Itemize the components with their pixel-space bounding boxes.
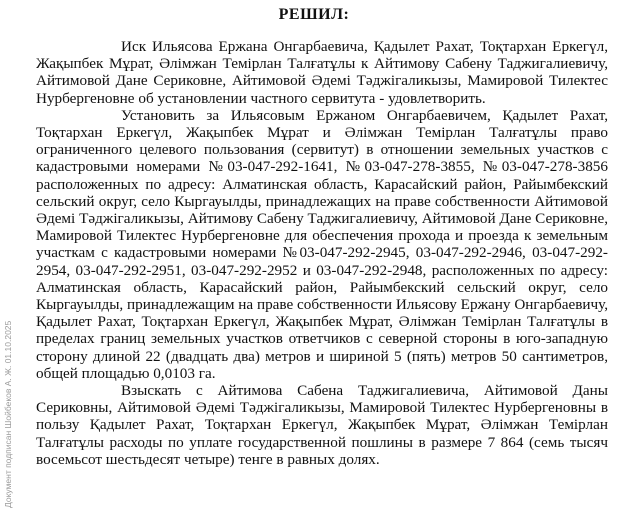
decision-heading: РЕШИЛ: — [278, 6, 350, 23]
paragraph-claim-granted: Иск Ильясова Ержана Онгарбаевича, Қадылет Рахат, Тоқтархан Еркегүл, Жақыпбек Мұрат, Әлімжан Темірлан Талғатұлы к Айтимову Сабену Таджигалиевичу, Айтимовой Дане Сериковне, Айтимовой Әдемі Тәджігаликызы, Мамировой Тилектес Нурбергеновне об установлении частного сервитута - удовлетворить. — [36, 38, 608, 107]
document-body — [36, 38, 608, 468]
paragraph-costs-recovery: Взыскать с Айтимова Сабена Таджигалиевича, Айтимовой Даны Сериковны, Айтимовой Әдемі Тәджігаликызы, Мамировой Тилектес Нурбергеновны в пользу Қадылет Рахат, Тоқтархан Еркегүл, Жақыпбек Мұрат, Әлімжан Темірлан Талғатұлы расходы по уплате государственной пошлины в размере 7 864 (семь тысяч восемьсот шестьдесят четыре) тенге в равных долях. — [36, 382, 608, 468]
signature-stamp: Документ подписан Шойбеков А. Ж. 01.10.2025 — [3, 320, 13, 508]
paragraph-servitude-established: Установить за Ильясовым Ержаном Онгарбаевичем, Қадылет Рахат, Тоқтархан Еркегүл, Жақыпбек Мұрат и Әлімжан Темірлан Талғатұлы право ограниченного целевого пользования (сервитут) в отношении земельных участков с кадастровыми номерами №03-047-292-1641, №03-047-278-3855, №03-047-278-3856 расположенных по адресу: Алматинская область, Карасайский район, Райымбекский сельский округ, село Кыргауылды, принадлежащих на праве собственности Айтимовой Әдемі Тәджігаликызы, Айтимову Сабену Таджигалиевичу, Айтимовой Дане Сериковне, Мамировой Тилектес Нурбергеновне для обеспечения прохода и проезда к земельным участкам с кадастровыми номерами №03-047-292-2945, 03-047-292-2946, 03-047-292-2954, 03-047-292-2951, 03-047-292-2952 и 03-047-292-2948, расположенных по адресу: Алматинская область, Карасайский район, Райымбекский сельский округ, село Кыргауылды, принадлежащим на праве собственности Ильясову Ержану Онгарбаевичу, Қадылет Рахат, Тоқтархан Еркегүл, Жақыпбек Мұрат, Әлімжан Темірлан Талғатұлы в пределах границ земельных участков ответчиков с северной стороны в юго-западную сторону длиной 22 (двадцать два) метров и шириной 5 (пять) метров 50 сантиметров, общей площадью 0,0103 га. — [36, 106, 608, 382]
